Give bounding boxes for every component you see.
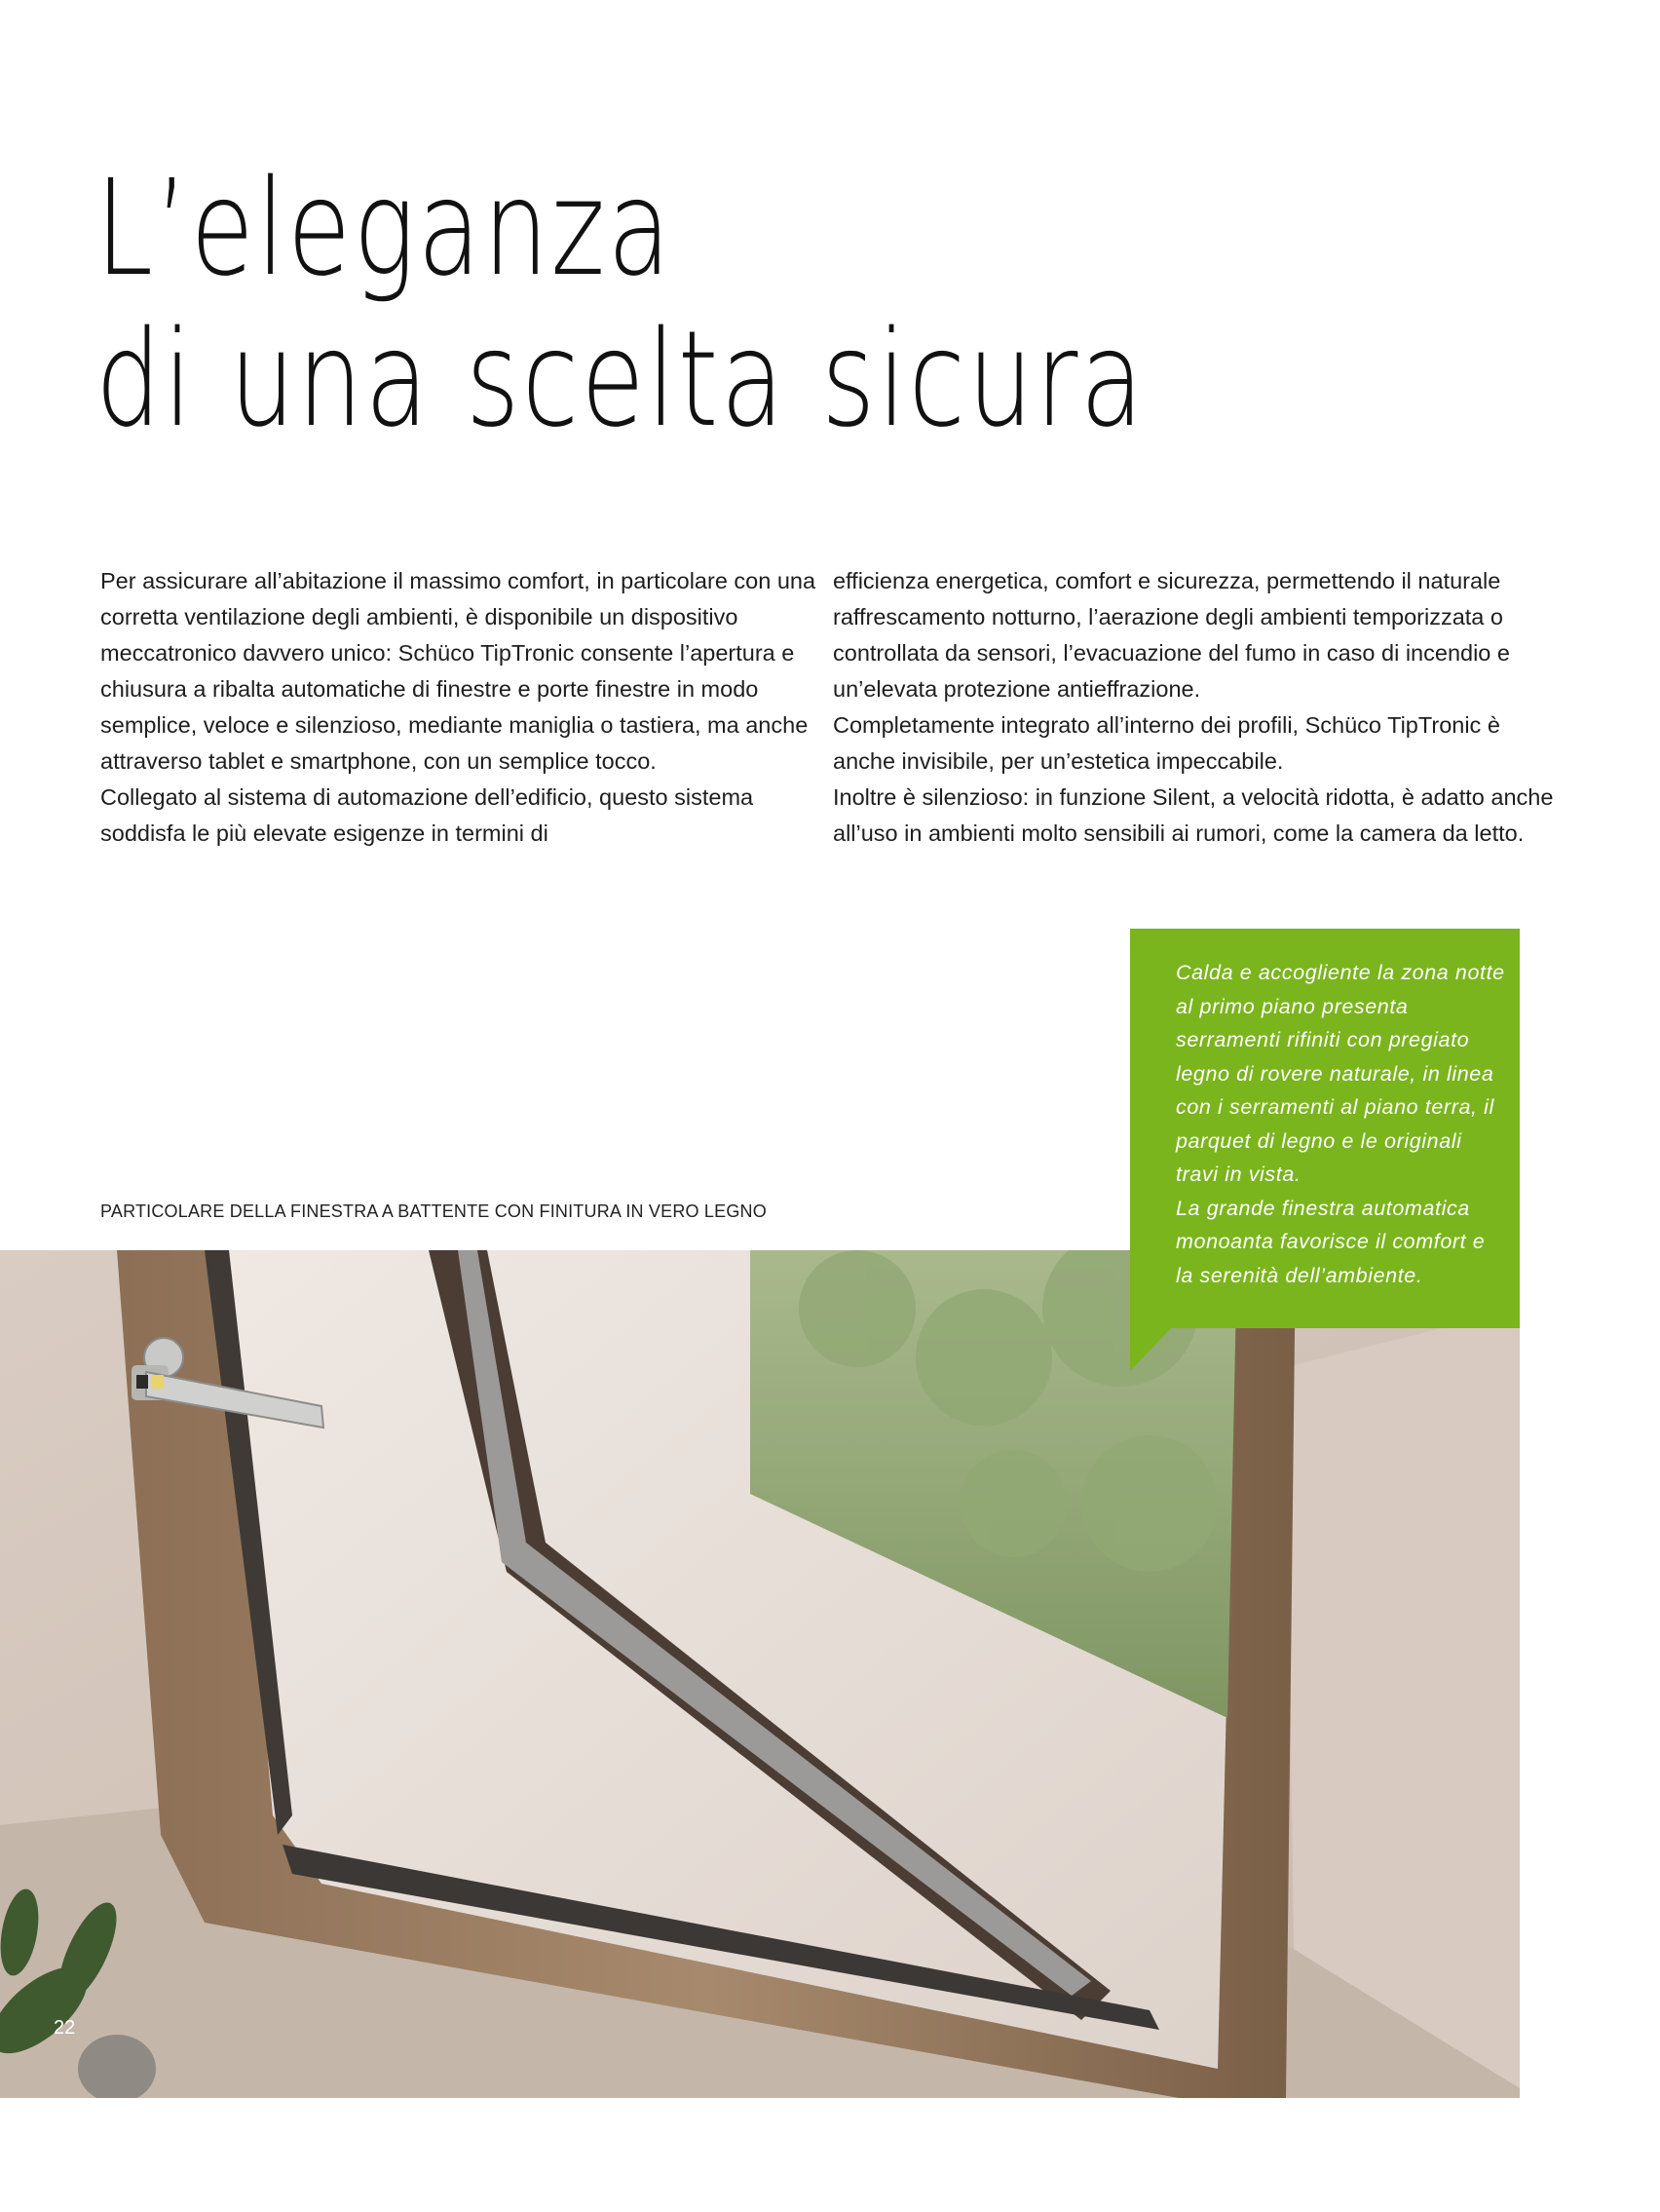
body-paragraph: efficienza energetica, comfort e sicurezza, permettendo il naturale raffrescamento notturno, l’aerazione degli ambienti temporizzata o controllata da sensori, l’evacuazione del fumo in caso di incendio e un’elevata protezione antieffrazione.	[833, 568, 1510, 702]
page-number: 22	[54, 2017, 76, 2039]
photo-caption: PARTICOLARE DELLA FINESTRA A BATTENTE CON FINITURA IN VERO LEGNO	[100, 1201, 767, 1221]
body-paragraph: Per assicurare all’abitazione il massimo comfort, in particolare con una corretta ventilazione degli ambienti, è disponibile un dispositivo meccatronico davvero unico: Schüco TipTronic consente l’apertura e chiusura a ribalta automatiche di finestre e porte finestre in modo semplice, veloce e silenzioso, mediante maniglia o tastiera, ma anche attraverso tablet e smartphone, con un semplice tocco.	[100, 568, 816, 774]
body-column-right	[833, 563, 1554, 852]
callout-paragraph: La grande finestra automatica monoanta favorisce il comfort e la serenità dell’ambiente.	[1176, 1196, 1486, 1287]
body-paragraph: Collegato al sistema di automazione dell’edificio, questo sistema soddisfa le più elevate esigenze in termini di	[100, 784, 754, 846]
title-line-1: L’eleganza	[95, 152, 673, 306]
body-column-left	[100, 563, 821, 852]
callout-paragraph: Calda e accogliente la zona notte al primo piano presenta serramenti rifiniti con pregiato legno di rovere naturale, in linea con i serramenti al piano terra, il parquet di legno e le originali travi in vista.	[1176, 961, 1505, 1186]
callout-pointer	[1130, 1326, 1173, 1371]
body-paragraph: Inoltre è silenzioso: in funzione Silent, a velocità ridotta, è adatto anche all’uso in ambienti molto sensibili ai rumori, come la camera da letto.	[833, 784, 1554, 846]
title-line-2: di una scelta sicura	[95, 303, 1147, 457]
window-illustration	[0, 1250, 1520, 2098]
body-paragraph: Completamente integrato all’interno dei profili, Schüco TipTronic è anche invisibile, per un’estetica impeccabile.	[833, 712, 1500, 774]
page-title	[95, 154, 1159, 456]
window-photo	[0, 1250, 1520, 2098]
callout-text	[1176, 956, 1507, 1292]
callout-box	[1130, 929, 1520, 1328]
